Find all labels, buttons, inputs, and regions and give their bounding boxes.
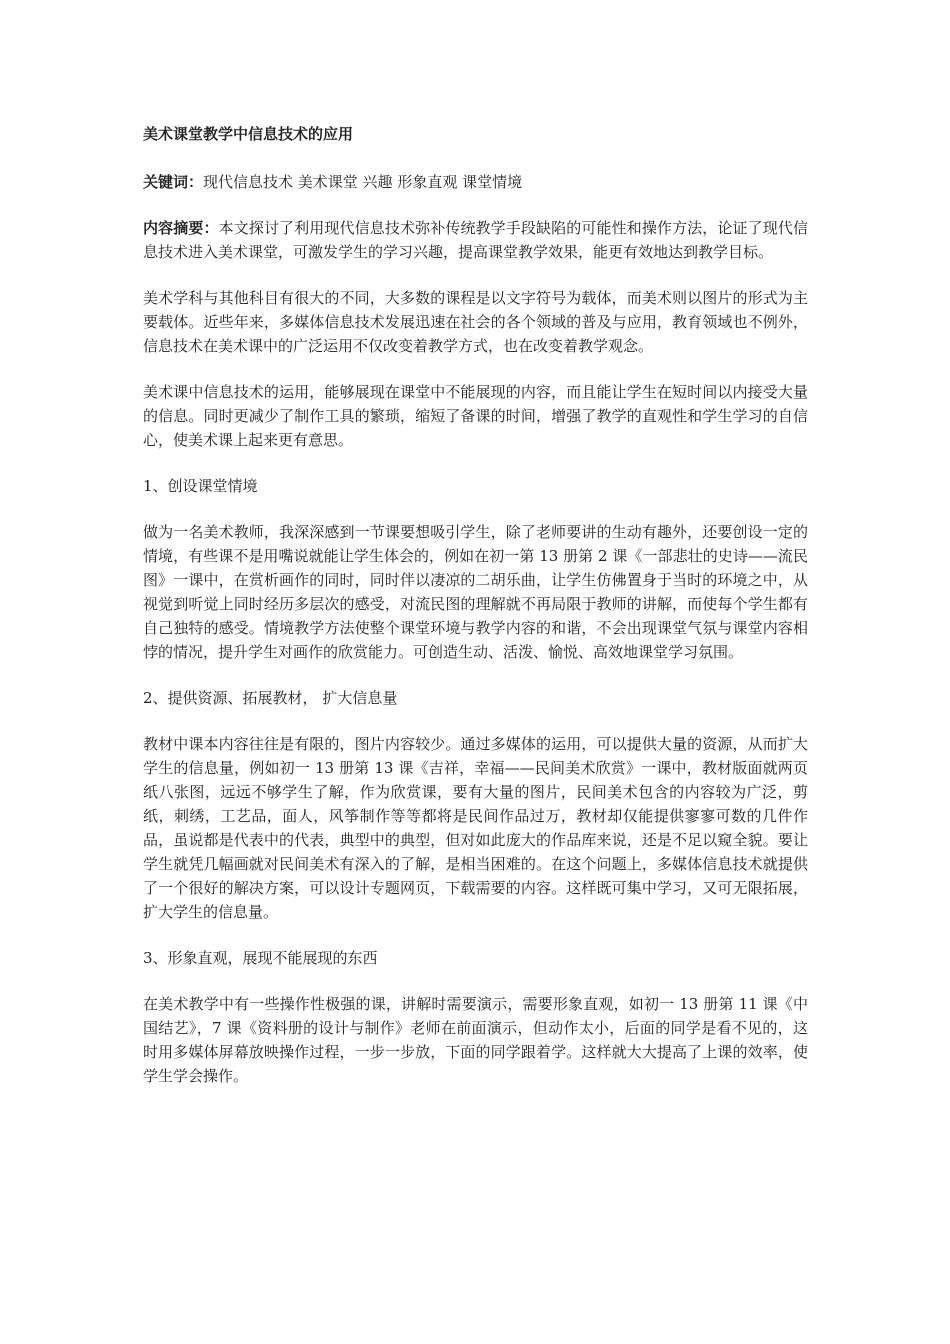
keywords-paragraph	[143, 170, 808, 194]
document-title: 美术课堂教学中信息技术的应用	[143, 125, 354, 143]
document-page	[143, 122, 808, 1110]
section-heading-3: 3、形象直观，展现不能展现的东西	[143, 949, 378, 967]
section-body-3: 在美术教学中有一些操作性极强的课，讲解时需要演示，需要形象直观，如初一 13 册第 11 课《中国结艺》，7 课《资料册的设计与制作》老师在前面演示，但动作太小，后面的同学是看不见的，这时用多媒体屏幕放映操作过程，一步一步放，下面的同学跟着学。这样就大大提高了上课的效率，使学生学会操作。	[143, 995, 808, 1085]
abstract-paragraph	[143, 216, 808, 264]
section-body-1: 做为一名美术教师，我深深感到一节课要想吸引学生，除了老师要讲的生动有趣外，还要创设一定的情境，有些课不是用嘴说就能让学生体会的，例如在初一第 13 册第 2 课《一部悲壮的史诗——流民图》一课中，在赏析画作的同时，同时伴以凄凉的二胡乐曲，让学生仿佛置身于当时的环境之中，从视觉到听觉上同时经历多层次的感受，对流民图的理解就不再局限于教师的讲解，而使每个学生都有自己独特的感受。情境教学方法使整个课堂环境与教学内容的和谐，不会出现课堂气氛与课堂内容相悖的情况，提升学生对画作的欣赏能力。可创造生动、活泼、愉悦、高效地课堂学习氛围。	[143, 523, 808, 661]
keywords-text: 现代信息技术 美术课堂 兴趣 形象直观 课堂情境	[203, 173, 523, 191]
intro-paragraph-1: 美术学科与其他科目有很大的不同，大多数的课程是以文字符号为载体，而美术则以图片的形式为主要载体。近些年来，多媒体信息技术发展迅速在社会的各个领域的普及与应用，教育领域也不例外，信息技术在美术课中的广泛运用不仅改变着教学方式，也在改变着教学观念。	[143, 289, 808, 355]
intro-paragraph-2: 美术课中信息技术的运用，能够展现在课堂中不能展现的内容，而且能让学生在短时间以内接受大量的信息。同时更减少了制作工具的繁琐，缩短了备课的时间，增强了教学的直观性和学生学习的自信心，使美术课上起来更有意思。	[143, 383, 808, 449]
section-heading-2: 2、提供资源、拓展教材， 扩大信息量	[143, 689, 398, 707]
keywords-label: 关键词：	[143, 173, 204, 191]
abstract-text: 本文探讨了利用现代信息技术弥补传统教学手段缺陷的可能性和操作方法，论证了现代信息技术进入美术课堂，可激发学生的学习兴趣，提高课堂教学效果，能更有效地达到教学目标。	[143, 219, 808, 261]
abstract-label: 内容摘要：	[143, 219, 219, 237]
section-heading-1: 1、创设课堂情境	[143, 477, 258, 495]
section-body-2: 教材中课本内容往往是有限的，图片内容较少。通过多媒体的运用，可以提供大量的资源，从而扩大学生的信息量，例如初一 13 册第 13 课《吉祥，幸福——民间美术欣赏》一课中，教材版面就两页纸八张图，远远不够学生了解，作为欣赏课，要有大量的图片，民间美术包含的内容较为广泛，剪纸，刺绣，工艺品，面人，风筝制作等等都将是民间作品过万，教材却仅能提供寥寥可数的几件作品，虽说都是代表中的代表，典型中的典型，但对如此庞大的作品库来说，还是不足以窥全貌。要让学生就凭几幅画就对民间美术有深入的了解，是相当困难的。在这个问题上，多媒体信息技术就提供了一个很好的解决方案，可以设计专题网页，下载需要的内容。这样既可集中学习，又可无限拓展，扩大学生的信息量。	[143, 735, 808, 921]
